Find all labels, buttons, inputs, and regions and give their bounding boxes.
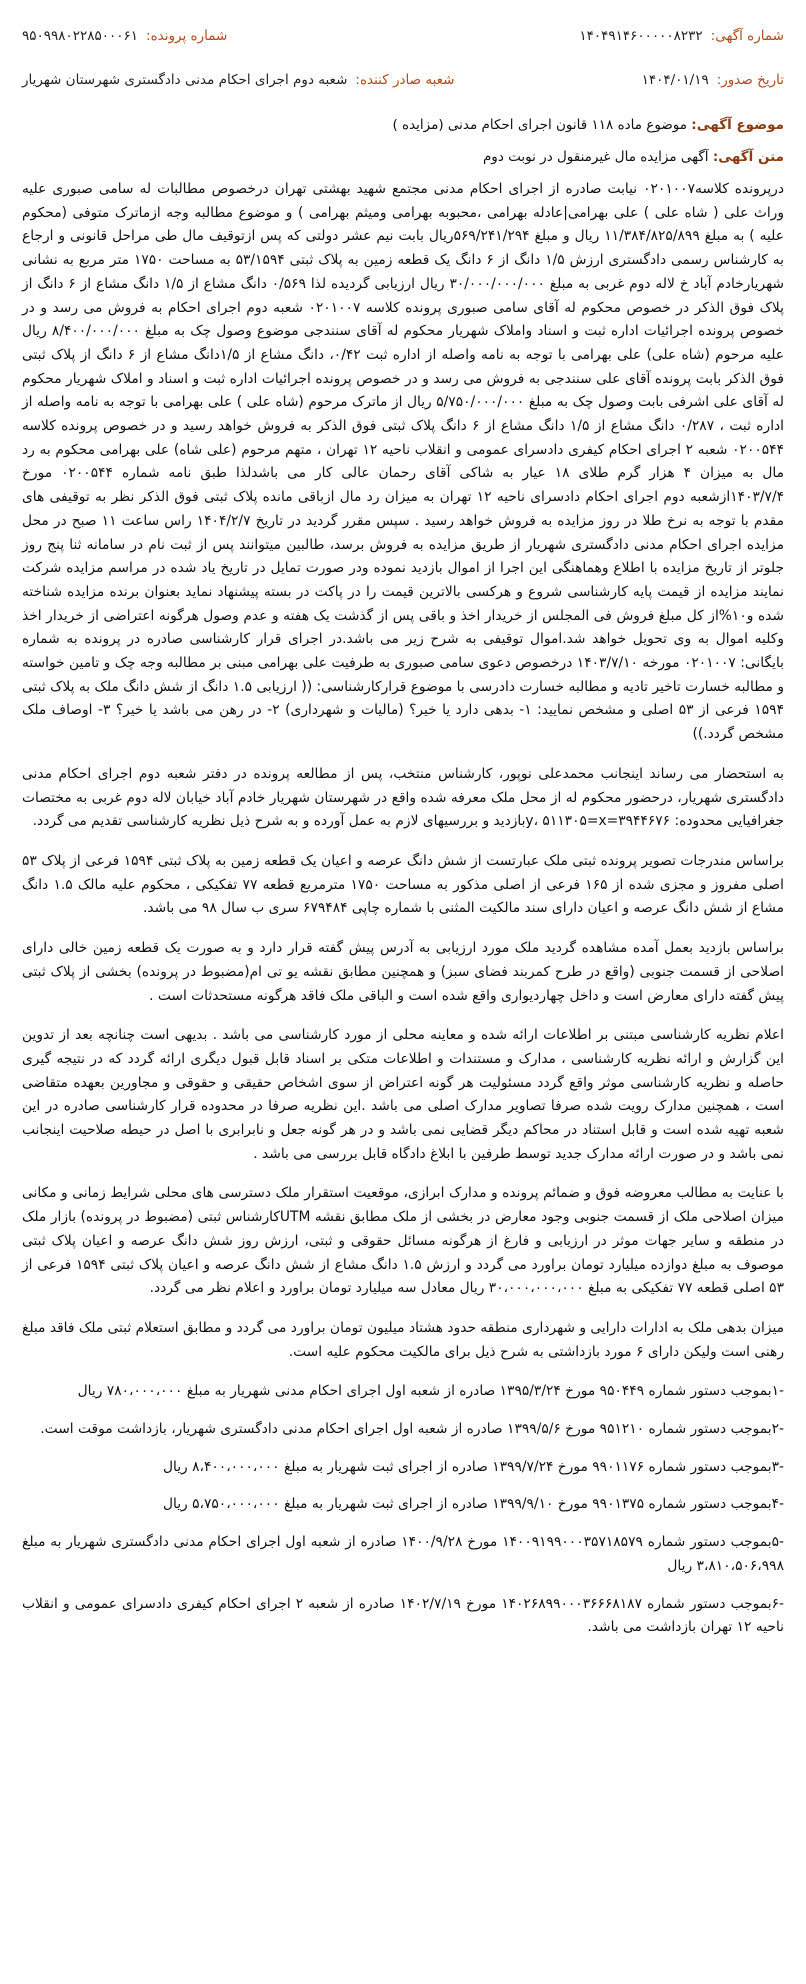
seizure-item: -۴بموجب دستور شماره ۹۹۰۱۳۷۵ مورخ ۱۳۹۹/۹/۱۰ صادره از اجرای ثبت شهریار به مبلغ ۵،۷۵۰،۰۰۰،۰۰۰ ریال xyxy=(162,1496,784,1513)
body-paragraph: براساس بازدید بعمل آمده مشاهده گردید ملک مورد ارزیابی به آدرس پیش گفته قرار دارد و به صورت یک قطعه زمین خالی دارای اصلاحی از قسمت جنوبی (واقع در طرح کمربند فضای سبز) و همچنین مطابق نقشه یو تی ام(مضبوط در پرونده) بخشی از پلاک ثبتی پیش گفته دارای معارض است و داخل چهاردیواری واقع شده است و الباقی ملک فاقد هرگونه مستحدثات است . xyxy=(22,940,784,1004)
branch-label: شعبه صادر کننده: xyxy=(355,72,455,88)
seizure-item: -۱بموجب دستور شماره ۹۵۰۴۴۹ مورخ ۱۳۹۵/۳/۲۴ صادره از شعبه اول اجرای احکام مدنی شهریار به مبلغ ۷۸۰،۰۰۰،۰۰۰ ریال xyxy=(77,1383,784,1400)
body-paragraph: با عنایت به مطالب معروضه فوق و ضمائم پرونده و مدارک ابرازی، موقعیت استقرار ملک دسترسی های محلی شرایط زمانی و مکانی میزان اصلاحی ملک از قسمت جنوبی وجود معارض در بخشی از ملک مطابق نقشه UTMکارشناس ثبتی (مضبوط در پرونده) بازار ملک در منطقه و سایر جهات موثر در ارزیابی و فارغ از هرگونه مسائل حقوقی و ثبتی، ارزش روز شش دانگ عرصه و اعیان پلاک ثبتی موصوف به مبلغ دوازده میلیارد تومان براورد می گردد و ارزش ۱.۵ دانگ مشاع از شش دانگ عرصه و اعیان پلاک ثبتی ۱۵۹۴ فرعی از ۵۳ اصلی قطعه ۷۷ تفکیکی به مبلغ ۳۰،۰۰۰،۰۰۰،۰۰۰ ریال معادل سه میلیارد تومان براورد و اعلام نظر می گردد. xyxy=(22,1185,784,1297)
ad-number xyxy=(579,26,784,46)
body-paragraph: درپرونده کلاسه۰۲۰۱۰۰۷ نیابت صادره از اجرای احکام مدنی مجتمع شهید بهشتی تهران درخصوص مطالبات له سامی صبوری علیه وراث علی ( شاه علی ) علی بهرامی|عادله بهرامی ،محبوبه بهرامی ومیثم بهرامی ) و موضوع مطالبه وجه ازماترک متوفی (محکوم علیه ) به مبلغ ۱۱/۳۸۴/۸۲۵/۸۹۹ ریال و مبلغ ۵۶۹/۲۴۱/۲۹۴ریال بابت نیم عشر دولتی که پس ازتوقیف مال طی مراحل قانونی و ارجاع به کارشناس رسمی دادگستری ارزش ۱/۵ دانگ از ۶ دانگ یک قطعه زمین به پلاک ثبتی ۵۳/۱۵۹۴ به مساحت ۱۷۵۰ متر مربع به نشانی شهریارخادم آباد خ لاله دوم غربی به مبلغ ۳۰/۰۰۰/۰۰۰/۰۰۰ ریال ارزیابی گردیده لذا ۰/۵۶۹ دانگ مشاع از ۱/۵ دانگ مشاع از ۶ دانگ از پلاک فوق الذکر در خصوص محکوم له آقای سامی صبوری پرونده کلاسه ۰۲۰۱۰۰۷ شعبه دوم اجرای احکام به فروش می رسد و در خصوص پرونده اجرائیات اداره ثبت و اسناد واملاک شهریار محکوم له آقای سنندجی موضوع وصول چک به مبلغ ۸/۴۰۰/۰۰۰/۰۰۰ ریال علیه مرحوم (شاه علی) علی بهرامی با توجه به نامه واصله از اداره ثبت ۰/۴۲، دانگ مشاع از ۱/۵دانگ مشاع از ۶ دانگ از پلاک ثبتی فوق الذکر بابت پرونده آقای علی سنندجی به فروش می رسد و در خصوص پرونده اجرائیات اداره ثبت و اسناد و املاک شهریار محکوم له آقای علی اشرفی بابت وصول چک به مبلغ ۵/۷۵۰/۰۰۰/۰۰۰ ریال از ماترک مرحوم (شاه علی ) علی بهرامی با توجه به نامه واصله از اداره ثبت ، ۰/۲۸۷ دانگ مشاع از ۱/۵ دانگ مشاع از ۶ دانگ پلاک ثبتی فوق الذکر به فروش خواهد رسید و در خصوص پرونده کلاسه ۰۲۰۰۵۴۴ شعبه ۲ اجرای احکام کیفری دادسرای عمومی و انقلاب ناحیه ۱۲ تهران ، متهم مرحوم (علی شاه) علی بهرامی محکوم به رد مال به میزان ۴ هزار گرم طلای ۱۸ عیار به شاکی آقای رحمان عالی کار می باشدلذا طبق نامه شماره ۰۲۰۰۵۴۴ مورخ ۱۴۰۳/۷/۴ازشعبه دوم اجرای احکام دادسرای ناحیه ۱۲ تهران به میزان رد مال ازباقی مانده پلاک ثبتی فوق الذکر نظر به توقیفی های مقدم با توجه به نرخ طلا در روز مزایده به فروش خواهد رسید . سپس مقرر گردید در تاریخ ۱۴۰۴/۲/۷ راس ساعت ۱۱ صبح در محل مزایده اجرای احکام مدنی دادگستری شهریار از طریق مزایده به فروش برسد، طالبین میتوانند پس از ثبت نام در سامانه ثنا پنج روز جلوتر از تاریخ مزایده با اطلاع وهماهنگی این اجرا از اموال بازدید نموده ودر صورت تمایل در تاریخ یاد شده در مراسم مزایده شرکت نمایند مزایده از قیمت پایه کارشناسی شروع و هرکسی بالاترین قیمت را در پاکت در بسته پیشنهاد نماید بعنوان برنده مزایده شناخته شده و۱۰%از کل مبلغ فروش فی المجلس از خریدار اخذ و باقی پس از گذشت یک هفته و عدم وصول هرگونه اعتراضی از خریدار اخذ وکلیه اموال به وی تحویل خواهد شد.اموال توقیفی به شرح زیر می باشد.در اجرای قرار کارشناسی صادره در پرونده به شماره بایگانی: ۰۲۰۱۰۰۷ مورخه ۱۴۰۳/۷/۱۰ درخصوص دعوی سامی صبوری به طرفیت علی بهرامی مبنی بر مطالبه وجه چک و تامین خواسته و مطالبه خسارت تاخیر تادیه و مطالبه خسارت دادرسی با موضوع قرارکارشناسی: (( ارزیابی ۱.۵ دانگ از شش دانگ ملک به پلاک ثبتی ۱۵۹۴ فرعی از ۵۳ اصلی و مشخص نمایید: ۱- بدهی دارد یا خیر؟ (مالیات و شهرداری) ۲- در رهن می باشد یا خیر؟ ۳- اوصاف ملک مشخص گردد.)) xyxy=(22,181,785,743)
text-heading-value: آگهی مزایده مال غیرمنقول در نوبت دوم xyxy=(482,149,709,165)
ad-number-label: شماره آگهی: xyxy=(710,28,784,44)
seizure-item: -۳بموجب دستور شماره ۹۹۰۱۱۷۶ مورخ ۱۳۹۹/۷/۲۴ صادره از اجرای ثبت شهریار به مبلغ ۸،۴۰۰،۰۰۰،۰۰۰ ریال xyxy=(162,1458,784,1475)
issue-date-value: ۱۴۰۴/۰۱/۱۹ xyxy=(641,72,709,88)
notice-text-heading xyxy=(22,146,784,168)
branch-value: شعبه دوم اجرای احکام مدنی دادگستری شهرستان شهریار xyxy=(22,72,348,88)
body-paragraph: میزان بدهی ملک به ادارات دارایی و شهرداری منطقه حدود هشتاد میلیون تومان براورد می گردد و مطابق استعلام ثبتی ملک فاقد مبلغ رهنی است ولیکن دارای ۶ مورد بازداشتی به شرح ذیل برای مالکیت محکوم علیه است. xyxy=(21,1319,784,1360)
seizure-item: -۵بموجب دستور شماره ۱۴۰۰۹۱۹۹۰۰۰۳۵۷۱۸۵۷۹ مورخ ۱۴۰۰/۹/۲۸ صادره از شعبه اول اجرای احکام مدنی دادگستری شهریار به مبلغ ۳،۸۱۰،۵۰۶،۹۹۸ ریال xyxy=(22,1534,785,1574)
issue-date xyxy=(642,70,784,90)
issuing-branch xyxy=(22,70,455,90)
case-number xyxy=(22,26,227,46)
issue-date-label: تاریخ صدور: xyxy=(716,72,784,88)
case-number-label: شماره پرونده: xyxy=(146,28,228,44)
topic-value: موضوع ماده ۱۱۸ قانون اجرای احکام مدنی (مزایده ) xyxy=(392,117,687,133)
text-label: متن آگهی: xyxy=(712,149,784,165)
header-row-1 xyxy=(22,26,784,46)
body-paragraph: اعلام نظریه کارشناسی مبتنی بر اطلاعات ارائه شده و معاینه محلی از مورد کارشناسی می باشد . بدیهی است چنانچه بعد از تدوین این گزارش و ارائه نظریه کارشناسی ، مدارک و مستندات و اطلاعات متکی بر اسناد قابل قبول دیگری ارائه گردد که در نتیجه گیری حاصله و نظریه کارشناسی موثر واقع گردد مسئولیت هر گونه اعتراض از سوی اشخاص حقیقی و حقوقی و مجاورین بعهده متقاضی است ، همچنین مدارک رویت شده صرفا تصاویر مدارک اصلی می باشد .این نظریه صرفا در محدوده قرار کارشناسی صادره در این شعبه تهیه شده است و قابل استناد در محاکم دیگر قضایی نمی باشد و در هر گونه جعل و نابرابری با اصل در حیطه صلاحیت اینجانب نمی باشد و در صورت ارائه مدارک جدید توسط طرفین با ابلاغ دادگاه قابل بررسی می باشد . xyxy=(22,1027,784,1162)
topic-label: موضوع آگهی: xyxy=(691,117,784,133)
body-paragraph: به استحضار می رساند اینجانب محمدعلی نوپور، کارشناس منتخب، پس از مطالعه پرونده در دفتر شعبه دوم اجرای احکام مدنی دادگستری شهریار، درحضور محکوم له از محل ملک معرفه شده واقع در شهرستان شهریار خادم آباد خیابان لاله دوم غربی به مختصات جغرافیایی محدوده: ۳۹۴۴۶۷۶=y، ۵۱۱۳۰۵=xبازدید و بررسیهای لازم به عمل آورده و به شرح ذیل نظریه کارشناسی تقدیم می گردد. xyxy=(22,765,784,830)
body-paragraph: براساس مندرجات تصویر پرونده ثبتی ملک عبارتست از شش دانگ عرصه و اعیان یک قطعه زمین به پلاک ثبتی ۱۵۹۴ فرعی از پلاک ۵۳ اصلی مفروز و مجزی شده از ۱۶۵ فرعی از اصلی مذکور به مساحت ۱۷۵۰ مترمربع قطعه ۷۷ تفکیکی ، محکوم علیه مالک ۱.۵ دانگ مشاع از شش دانگ عرصه و اعیان دارای سند مالکیت المثنی با شماره چاپی ۶۷۹۴۸۴ سری ب سال ۹۸ می باشد. xyxy=(22,852,784,917)
seizure-item: -۲بموجب دستور شماره ۹۵۱۲۱۰ مورخ ۱۳۹۹/۵/۶ صادره از شعبه اول اجرای احکام مدنی دادگستری شهریار، بازداشت موقت است. xyxy=(40,1421,784,1438)
header-row-2 xyxy=(22,70,784,90)
case-number-value: ۹۵۰۹۹۸۰۲۲۸۵۰۰۰۶۱ xyxy=(22,28,139,44)
seizure-item: -۶بموجب دستور شماره ۱۴۰۲۶۸۹۹۰۰۰۳۶۶۶۸۱۸۷ مورخ ۱۴۰۲/۷/۱۹ صادره از شعبه ۲ اجرای احکام کیفری دادسرای عمومی و انقلاب ناحیه ۱۲ تهران بازداشت می باشد. xyxy=(22,1595,784,1636)
notice-topic xyxy=(22,114,784,136)
ad-number-value: ۱۴۰۴۹۱۴۶۰۰۰۰۰۸۲۳۲ xyxy=(579,28,703,44)
